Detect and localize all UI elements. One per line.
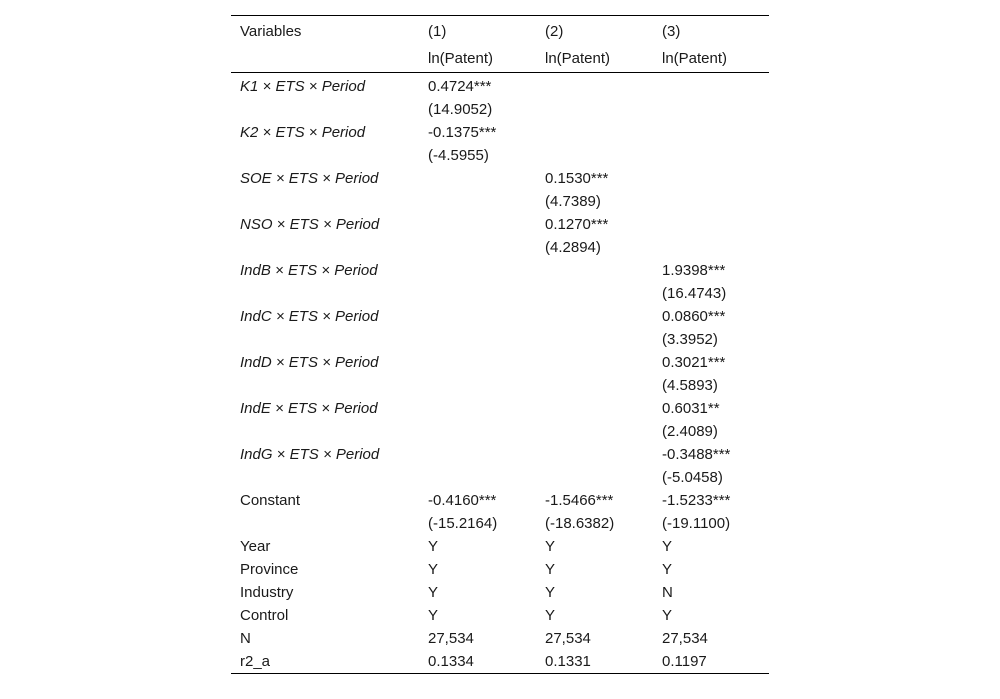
t-statistic: (4.5893) — [662, 377, 718, 394]
table-row — [231, 121, 769, 167]
header-row-columns — [231, 16, 769, 44]
regression-table-container — [231, 15, 769, 674]
cell — [419, 397, 536, 443]
cell: 0.1197 — [662, 653, 707, 670]
row-label: IndB × ETS × Period — [240, 262, 378, 279]
t-statistic: (-5.0458) — [662, 469, 723, 486]
table-row — [231, 627, 769, 650]
table-row — [231, 443, 769, 489]
row-label: N — [240, 630, 251, 647]
cell — [653, 397, 769, 443]
cell: Y — [545, 538, 556, 555]
row-label: IndE × ETS × Period — [240, 400, 378, 417]
table-row — [231, 535, 769, 558]
t-statistic: (3.3952) — [662, 331, 718, 348]
cell: Y — [662, 538, 673, 555]
cell: Y — [428, 561, 439, 578]
row-label: Year — [240, 538, 271, 555]
table-row — [231, 604, 769, 627]
coefficient: -1.5466*** — [545, 492, 614, 509]
cell — [419, 121, 536, 167]
cell — [419, 167, 536, 213]
t-statistic: (-18.6382) — [545, 515, 615, 532]
row-label: NSO × ETS × Period — [240, 216, 380, 233]
row-label: Province — [240, 561, 299, 578]
t-statistic: (2.4089) — [662, 423, 718, 440]
cell: 27,534 — [545, 630, 591, 647]
t-statistic: (-4.5955) — [428, 147, 489, 164]
coefficient: 0.1530*** — [545, 170, 609, 187]
coefficient: 0.6031** — [662, 400, 720, 417]
cell — [653, 167, 769, 213]
row-label: K1 × ETS × Period — [240, 78, 366, 95]
table-row — [231, 558, 769, 581]
t-statistic: (4.7389) — [545, 193, 601, 210]
cell — [419, 73, 536, 122]
table-row — [231, 581, 769, 604]
cell — [419, 259, 536, 305]
cell — [536, 259, 653, 305]
cell — [536, 489, 653, 535]
cell — [536, 121, 653, 167]
header-col-3: (3) — [662, 23, 681, 40]
cell — [419, 489, 536, 535]
table-row — [231, 305, 769, 351]
header-col-1: (1) — [428, 23, 447, 40]
cell: 27,534 — [428, 630, 474, 647]
cell — [419, 443, 536, 489]
cell — [419, 305, 536, 351]
coefficient: 0.0860*** — [662, 308, 726, 325]
coefficient: 0.1270*** — [545, 216, 609, 233]
header-variables: Variables — [240, 23, 302, 40]
table-row-constant — [231, 489, 769, 535]
cell: Y — [428, 538, 439, 555]
cell — [653, 121, 769, 167]
coefficient: 1.9398*** — [662, 262, 726, 279]
cell — [653, 213, 769, 259]
cell — [419, 213, 536, 259]
cell: Y — [662, 607, 673, 624]
header-dep-2: ln(Patent) — [545, 50, 611, 67]
cell — [653, 73, 769, 122]
header-row-dependent — [231, 43, 769, 73]
t-statistic: (-15.2164) — [428, 515, 498, 532]
cell: 0.1334 — [428, 653, 474, 670]
coefficient: -0.3488*** — [662, 446, 731, 463]
cell — [419, 351, 536, 397]
coefficient: -0.4160*** — [428, 492, 497, 509]
cell: Y — [545, 607, 556, 624]
cell — [536, 443, 653, 489]
t-statistic: (-19.1100) — [662, 515, 731, 532]
t-statistic: (4.2894) — [545, 239, 601, 256]
coefficient: 0.4724*** — [428, 78, 492, 95]
cell — [653, 489, 769, 535]
row-label: Industry — [240, 584, 294, 601]
cell — [653, 305, 769, 351]
cell: N — [662, 584, 673, 601]
header-col-2: (2) — [545, 23, 564, 40]
row-label: IndD × ETS × Period — [240, 354, 379, 371]
header-dep-1: ln(Patent) — [428, 50, 494, 67]
cell: 0.1331 — [545, 653, 591, 670]
cell: 27,534 — [662, 630, 708, 647]
row-label: r2_a — [240, 653, 271, 670]
table-row — [231, 73, 769, 122]
cell: Y — [545, 561, 556, 578]
coefficient: 0.3021*** — [662, 354, 726, 371]
cell: Y — [428, 584, 439, 601]
row-label: Control — [240, 607, 289, 624]
coefficient: -0.1375*** — [428, 124, 497, 141]
table-row — [231, 213, 769, 259]
cell — [536, 167, 653, 213]
cell — [536, 213, 653, 259]
table-row — [231, 397, 769, 443]
t-statistic: (16.4743) — [662, 285, 727, 302]
table-row — [231, 351, 769, 397]
header-blank — [231, 43, 419, 73]
header-dep-3: ln(Patent) — [662, 50, 728, 67]
table-row — [231, 650, 769, 674]
row-label: Constant — [240, 492, 301, 509]
row-label: IndC × ETS × Period — [240, 308, 379, 325]
cell — [536, 305, 653, 351]
row-label: K2 × ETS × Period — [240, 124, 366, 141]
cell — [536, 397, 653, 443]
cell — [536, 351, 653, 397]
cell — [536, 73, 653, 122]
cell — [653, 259, 769, 305]
cell — [653, 443, 769, 489]
t-statistic: (14.9052) — [428, 101, 493, 118]
table-row — [231, 259, 769, 305]
row-label: IndG × ETS × Period — [240, 446, 380, 463]
coefficient: -1.5233*** — [662, 492, 731, 509]
row-label: SOE × ETS × Period — [240, 170, 379, 187]
regression-table — [231, 15, 769, 674]
cell: Y — [545, 584, 556, 601]
table-row — [231, 167, 769, 213]
regression-table-body — [231, 16, 769, 674]
cell: Y — [428, 607, 439, 624]
cell: Y — [662, 561, 673, 578]
cell — [653, 351, 769, 397]
